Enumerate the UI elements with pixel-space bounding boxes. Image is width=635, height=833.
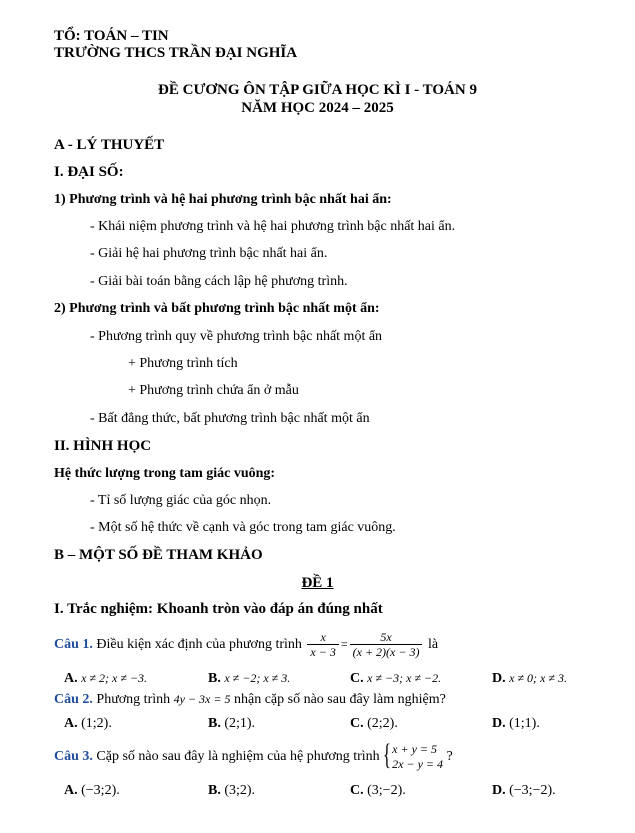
option-value: x ≠ −2; x ≠ 3.	[224, 671, 291, 685]
answer-option[interactable]	[64, 716, 112, 732]
option-value: (3;2).	[224, 783, 256, 798]
system-line: 2x − y = 4	[392, 756, 444, 771]
option-letter: B.	[208, 783, 221, 798]
question-suffix: nhận cặp số nào sau đây làm nghiệm?	[233, 692, 446, 707]
option-value: x ≠ 0; x ≠ 3.	[509, 671, 567, 685]
option-letter: D.	[492, 671, 506, 686]
option-letter: B.	[208, 716, 221, 731]
option-letter: C.	[350, 716, 364, 731]
equals-sign: =	[340, 637, 348, 651]
list-item: - Bất đẳng thức, bất phương trình bậc nhất một ẩn	[90, 411, 370, 426]
geometry-heading: II. HÌNH HỌC	[54, 438, 152, 454]
option-value: (−3;−2).	[509, 783, 556, 798]
exam-title: ĐỀ 1	[301, 575, 334, 591]
school-year: NĂM HỌC 2024 – 2025	[241, 100, 394, 116]
fraction-numerator: 5x	[380, 630, 392, 645]
option-letter: A.	[64, 783, 78, 798]
equation-system	[383, 737, 444, 772]
list-subitem: + Phương trình chứa ẩn ở mẫu	[128, 383, 299, 398]
option-letter: B.	[208, 671, 221, 686]
fraction	[350, 630, 423, 659]
algebra-subheading-1: 1) Phương trình và hệ hai phương trình bậc nhất hai ẩn:	[54, 192, 392, 207]
option-letter: C.	[350, 783, 364, 798]
option-value: (−3;2).	[81, 783, 120, 798]
section-theory-heading: A - LÝ THUYẾT	[54, 137, 165, 153]
answer-option[interactable]	[208, 671, 290, 687]
list-item: - Tỉ số lượng giác của góc nhọn.	[90, 493, 272, 508]
section-references-heading: B – MỘT SỐ ĐỀ THAM KHẢO	[54, 547, 263, 563]
document-title: ĐỀ CƯƠNG ÔN TẬP GIỮA HỌC KÌ I - TOÁN 9	[158, 82, 477, 98]
fraction-denominator: (x + 2)(x − 3)	[350, 644, 423, 659]
option-letter: A.	[64, 716, 78, 731]
question-label: Câu 1.	[54, 637, 93, 652]
option-value: x ≠ 2; x ≠ −3.	[81, 671, 148, 685]
question-1	[54, 628, 438, 661]
list-subitem: + Phương trình tích	[128, 356, 238, 371]
question-text: Cặp số nào sau đây là nghiệm của hệ phương trình	[96, 749, 380, 764]
answer-option[interactable]	[350, 716, 398, 732]
list-item: - Một số hệ thức về cạnh và góc trong tam giác vuông.	[90, 520, 396, 535]
question-label: Câu 3.	[54, 749, 93, 764]
geometry-subheading: Hệ thức lượng trong tam giác vuông:	[54, 466, 276, 481]
option-letter: A.	[64, 671, 78, 686]
question-3	[54, 739, 453, 775]
option-letter: C.	[350, 671, 364, 686]
answer-option[interactable]	[208, 783, 255, 799]
question-text: Phương trình	[96, 692, 171, 707]
list-item: - Khái niệm phương trình và hệ hai phương trình bậc nhất hai ẩn.	[90, 219, 456, 234]
option-value: (3;−2).	[367, 783, 406, 798]
question-label: Câu 2.	[54, 692, 93, 707]
option-value: (1;2).	[81, 716, 112, 731]
question-2	[54, 692, 446, 708]
fraction-denominator: x − 3	[307, 644, 338, 659]
list-item: - Giải hệ hai phương trình bậc nhất hai ẩn.	[90, 246, 328, 261]
question-suffix: ?	[446, 749, 453, 764]
answer-option[interactable]	[492, 671, 567, 687]
question-text: Điều kiện xác định của phương trình	[96, 637, 302, 652]
algebra-heading: I. ĐẠI SỐ:	[54, 164, 124, 180]
answer-option[interactable]	[64, 783, 120, 799]
list-item: - Phương trình quy về phương trình bậc nhất một ẩn	[90, 329, 383, 344]
answer-option[interactable]	[64, 671, 147, 687]
option-value: (2;1).	[224, 716, 256, 731]
fraction	[307, 630, 338, 659]
option-value: (1;1).	[509, 716, 540, 731]
system-line: x + y = 5	[392, 741, 438, 756]
option-letter: D.	[492, 716, 506, 731]
part-heading: I. Trắc nghiệm: Khoanh tròn vào đáp án đúng nhất	[54, 601, 383, 617]
fraction-numerator: x	[320, 630, 326, 645]
equation: 4y − 3x = 5	[173, 692, 231, 706]
answer-option[interactable]	[492, 783, 556, 799]
brace-icon: {	[383, 737, 392, 771]
department-label: TỔ: TOÁN – TIN	[54, 28, 169, 44]
option-letter: D.	[492, 783, 506, 798]
option-value: (2;2).	[367, 716, 398, 731]
option-value: x ≠ −3; x ≠ −2.	[367, 671, 442, 685]
list-item: - Giải bài toán bằng cách lập hệ phương trình.	[90, 274, 348, 289]
answer-option[interactable]	[492, 716, 540, 732]
answer-option[interactable]	[350, 783, 406, 799]
answer-option[interactable]	[350, 671, 441, 687]
school-name: TRƯỜNG THCS TRẦN ĐẠI NGHĨA	[54, 45, 298, 61]
answer-option[interactable]	[208, 716, 255, 732]
algebra-subheading-2: 2) Phương trình và bất phương trình bậc nhất một ẩn:	[54, 301, 380, 316]
question-suffix: là	[427, 637, 439, 652]
